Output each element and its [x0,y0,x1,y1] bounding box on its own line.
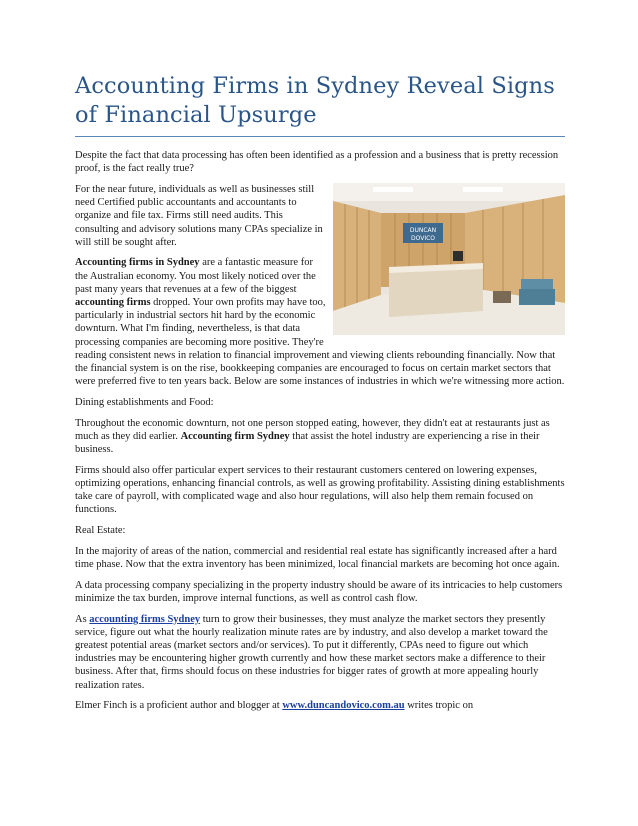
sign-line-1: DUNCAN [409,226,437,234]
intro-paragraph: Despite the fact that data processing has often been identified as a profession and a business that is pretty recession proof, is the fact really true? [75,150,559,175]
real-estate-paragraph: In the majority of areas of the nation, commercial and residential real estate has significantly increased after a hard time phase. Now that the extra inventory has been minimized, local financial markets are becoming hot once again. [75,545,560,570]
real-estate-heading: Real Estate: [75,525,126,537]
paragraph-text: Throughout the economic downturn, not one person stopped eating, however, they didn't eat at restaurants just as much as they did earlier. [75,417,550,442]
near-future-paragraph: For the near future, individuals as well as businesses still need Certified public accountants and accountants to organize and file tax. Firms still need audits. This consulting and advisory solutions many CPAs specialize in will still be sought after. [75,183,323,248]
office-reception-photo [333,183,565,335]
paragraph-text: Elmer Finch is a proficient author and blogger at [75,700,283,712]
article-title: Accounting Firms in Sydney Reveal Signs of Financial Upsurge [75,72,565,137]
property-paragraph: A data processing company specializing in the property industry should be aware of its intricacies to help customers minimize the tax burden, improve internal functions, as well as control cash flow. [75,579,563,604]
paragraph-text: are a fantastic measure for the Australian economy. You most likely noticed over the past many years that revenues at a few of the biggest [75,257,316,295]
document-page [75,72,565,720]
keyword-accounting-firms: accounting firms [75,297,151,309]
paragraph-text: As [75,613,90,625]
keyword-accounting-firm-sydney: Accounting firm Sydney [180,430,290,442]
paragraph-text: writes tropic on [404,700,474,712]
dining-heading: Dining establishments and Food: [75,396,214,408]
website-link[interactable]: www.duncandovico.com.au [282,700,405,712]
paragraph-text: dropped. Your own profits may have too, particularly in industrial sectors hit hard by the economic downturn. What I'm finding, nevertheless, is that data processing companies are becoming more positive. They're reading consistent news in relation to financial improvement and viewing clients rebounding financially. Now that the financial system is on the rise, bookkeeping companies are encouraged to focus on certain market sectors that were preferred five to ten years back. Below are some instances of industries in which we're witnessing more action. [75,297,565,388]
sign-line-2: DOVICO [410,234,436,242]
paragraph-text: turn to grow their businesses, they must analyze the market sectors they presently service, figure out what the hourly realization minute rates are by industry, and also develop a market toward the greatest potential areas (market sectors and/or services). To put it differently, CPAs need to figure out which industries may be encountering higher growth currently and how these market sectors make a difference to their business. After that, firms should focus on these industries for bigger rates of growth at more appealing hourly realization rates. [75,613,548,691]
growth-paragraph [75,613,565,692]
office-photo-icon [333,183,565,335]
keyword-accounting-firms-in-sydney: Accounting firms in Sydney [75,257,200,269]
author-paragraph [75,699,565,712]
paragraph-text: that assist the hotel industry are experiencing a rise in their business. [75,430,540,456]
accounting-firms-sydney-link[interactable]: accounting firms Sydney [89,613,201,625]
firms-services-paragraph: Firms should also offer particular expert services to their restaurant customers centered on lowering expenses, optimizing operations, enhancing financial controls, as well as growing profitability. Assisting dining establishments take care of payroll, with complicated wage and also hour regulations, will also help them remain focused on functions. [75,464,565,516]
dining-paragraph [75,417,565,457]
